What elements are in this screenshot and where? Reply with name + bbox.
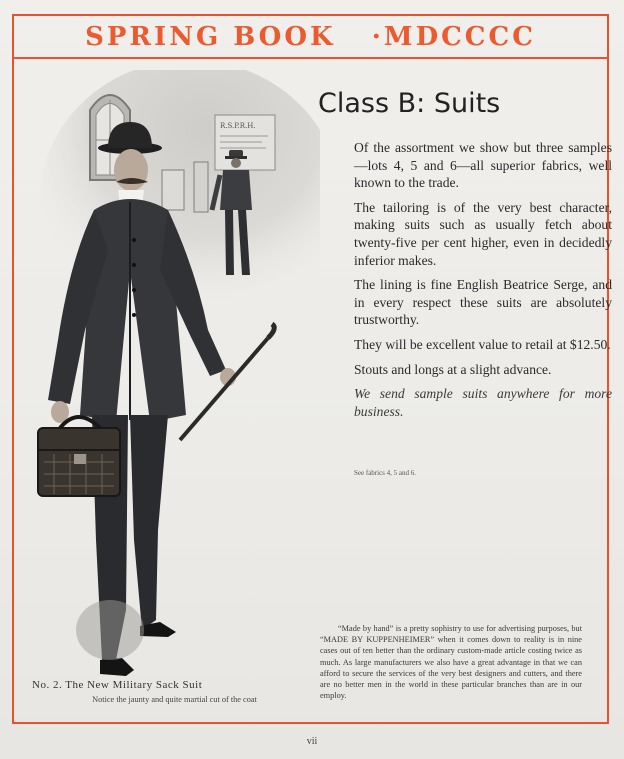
body-paragraph: They will be excellent value to retail at $12.50.	[354, 336, 611, 352]
header-divider	[12, 57, 609, 59]
section-title: Class B: Suits	[318, 88, 501, 119]
body-paragraph: The lining is fine English Beatrice Serge, and in every respect these suits are absolutely trustworthy.	[354, 277, 612, 328]
body-paragraph: The tailoring is of the very best character, making suits such as usually fetch about twenty-five per cent higher, even in decidedly inferior makes.	[354, 199, 612, 268]
page-header-title: SPRING BOOK ·MDCCCC	[85, 22, 536, 52]
fabric-reference: See fabrics 4, 5 and 6.	[354, 469, 417, 477]
sample-suits-note: We send sample suits anywhere for more business.	[354, 386, 612, 419]
kuppenheimer-note: “Made by hand” is a pretty sophistry to use for advertising purposes, but “MADE BY KUPPENHEIMER” when it comes down to reality is in nine cases out of ten better than the ordinary custom-made article costing twice as much. As large manufacturers we also have a great advantage in that we can afford to secure the services of the very best designers and cutters, and there are no better men in the world in these particular branches than are in our employ.	[320, 624, 582, 701]
suit-illustration	[30, 70, 320, 680]
body-paragraph: Of the assortment we show but three samples—lots 4, 5 and 6—all superior fabrics, well known to the trade.	[354, 140, 612, 191]
body-paragraph: Stouts and longs at a slight advance.	[354, 361, 552, 377]
page-number: vii	[306, 736, 318, 747]
leather-satchel	[38, 417, 120, 496]
poster-sign-text: R.S.P.R.H.	[220, 122, 256, 130]
illustration-caption-title: No. 2. The New Military Sack Suit	[32, 679, 203, 691]
illustration-caption-subtitle: Notice the jaunty and quite martial cut of the coat	[92, 695, 257, 704]
section-body	[354, 139, 612, 427]
